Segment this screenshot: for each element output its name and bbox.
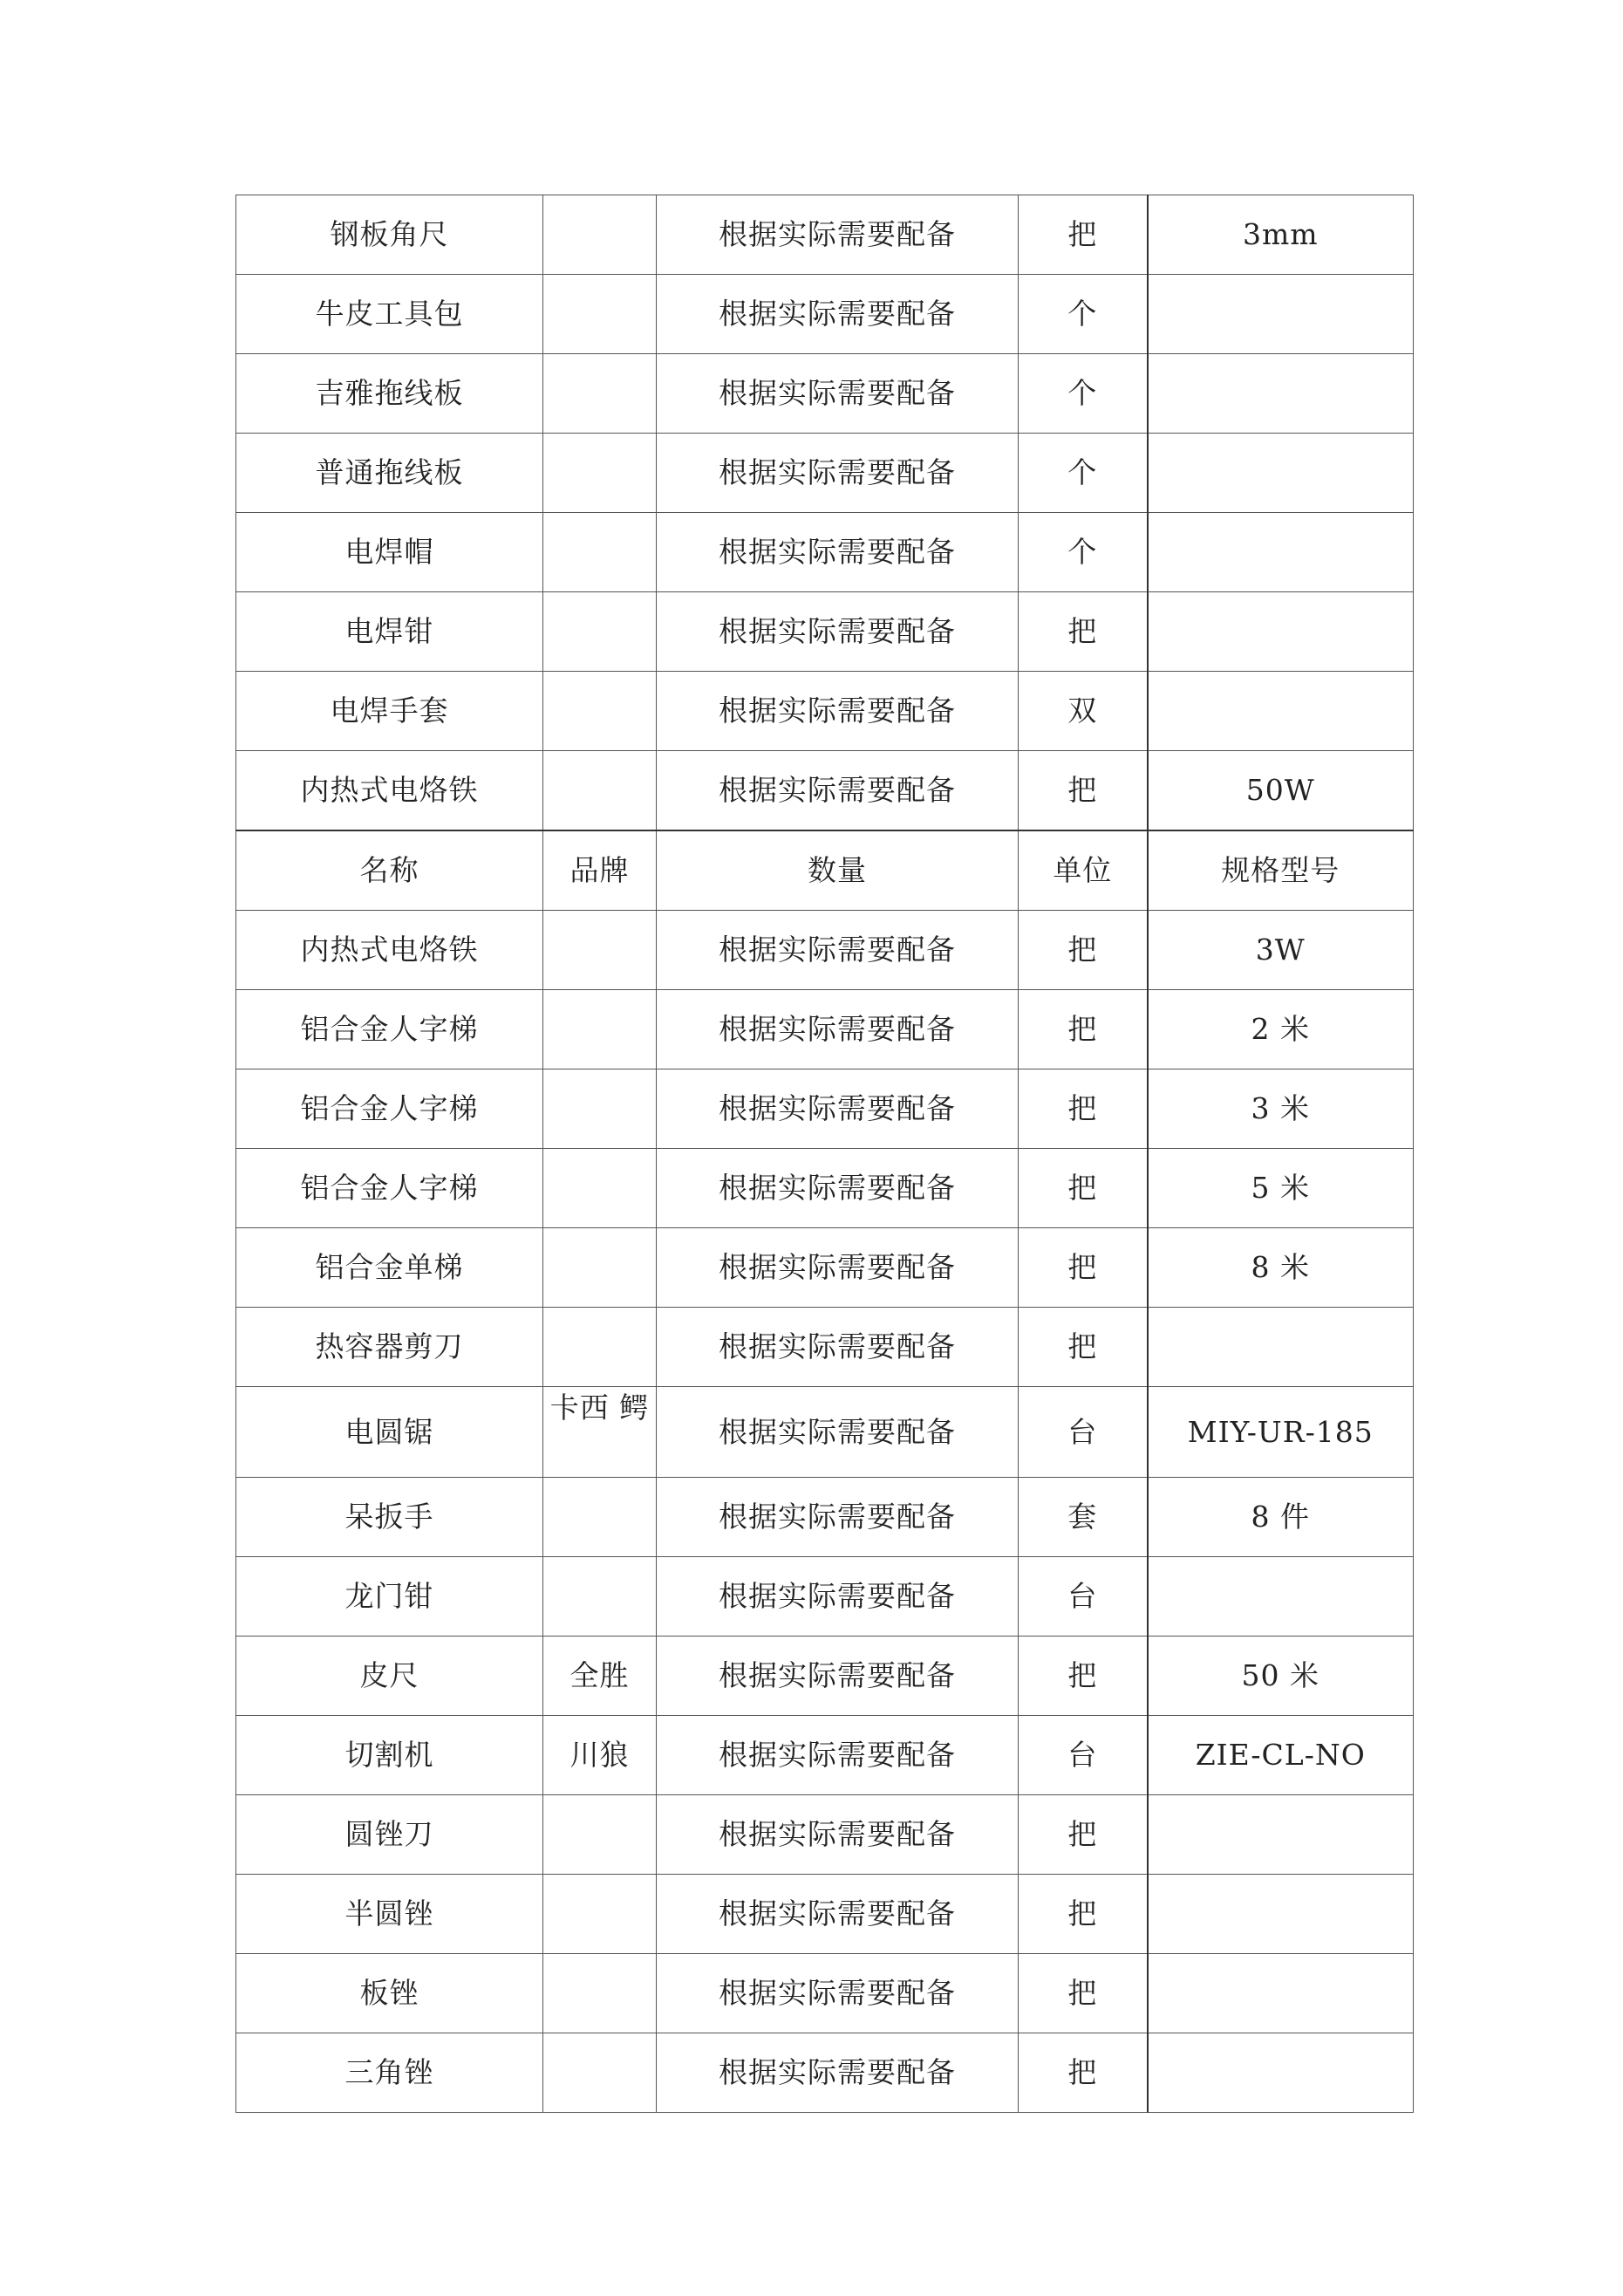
cell-brand bbox=[543, 990, 657, 1069]
cell-spec: 3mm bbox=[1148, 195, 1414, 275]
equipment-table bbox=[235, 195, 1414, 2113]
cell-unit: 把 bbox=[1019, 195, 1148, 275]
cell-quantity: 根据实际需要配备 bbox=[657, 275, 1019, 354]
cell-name: 皮尺 bbox=[236, 1637, 543, 1716]
table-row bbox=[236, 672, 1414, 751]
cell-name: 铝合金人字梯 bbox=[236, 1069, 543, 1149]
table-row bbox=[236, 592, 1414, 672]
cell-quantity: 根据实际需要配备 bbox=[657, 1716, 1019, 1795]
cell-spec bbox=[1148, 354, 1414, 434]
cell-name: 牛皮工具包 bbox=[236, 275, 543, 354]
table-row bbox=[236, 275, 1414, 354]
cell-brand bbox=[543, 2033, 657, 2113]
cell-unit: 双 bbox=[1019, 672, 1148, 751]
table-row bbox=[236, 1228, 1414, 1308]
cell-spec: 5 米 bbox=[1148, 1149, 1414, 1228]
cell-quantity: 根据实际需要配备 bbox=[657, 672, 1019, 751]
cell-name: 铝合金人字梯 bbox=[236, 990, 543, 1069]
cell-spec: ZIE-CL-NO bbox=[1148, 1716, 1414, 1795]
cell-quantity: 根据实际需要配备 bbox=[657, 1069, 1019, 1149]
cell-brand bbox=[543, 911, 657, 990]
cell-brand bbox=[543, 195, 657, 275]
cell-spec: MIY-UR-185 bbox=[1148, 1387, 1414, 1478]
cell-quantity: 根据实际需要配备 bbox=[657, 1875, 1019, 1954]
table-row bbox=[236, 1716, 1414, 1795]
cell-brand bbox=[543, 1954, 657, 2033]
cell-brand bbox=[543, 1795, 657, 1875]
cell-name: 龙门钳 bbox=[236, 1557, 543, 1637]
equipment-table-body bbox=[236, 195, 1414, 2113]
header-cell-spec: 规格型号 bbox=[1148, 830, 1414, 911]
cell-quantity: 根据实际需要配备 bbox=[657, 1387, 1019, 1478]
cell-spec: 2 米 bbox=[1148, 990, 1414, 1069]
cell-spec bbox=[1148, 434, 1414, 513]
cell-name: 电焊钳 bbox=[236, 592, 543, 672]
table-row bbox=[236, 513, 1414, 592]
cell-brand bbox=[543, 1308, 657, 1387]
cell-spec bbox=[1148, 1308, 1414, 1387]
cell-unit: 把 bbox=[1019, 1795, 1148, 1875]
table-row bbox=[236, 1637, 1414, 1716]
cell-brand bbox=[543, 672, 657, 751]
cell-quantity: 根据实际需要配备 bbox=[657, 1557, 1019, 1637]
cell-name: 呆扳手 bbox=[236, 1478, 543, 1557]
cell-spec bbox=[1148, 672, 1414, 751]
cell-name: 板锉 bbox=[236, 1954, 543, 2033]
cell-unit: 把 bbox=[1019, 2033, 1148, 2113]
cell-name: 电圆锯 bbox=[236, 1387, 543, 1478]
table-row bbox=[236, 195, 1414, 275]
table-row bbox=[236, 2033, 1414, 2113]
cell-name: 普通拖线板 bbox=[236, 434, 543, 513]
cell-brand bbox=[543, 1228, 657, 1308]
cell-unit: 把 bbox=[1019, 592, 1148, 672]
cell-unit: 把 bbox=[1019, 990, 1148, 1069]
cell-quantity: 根据实际需要配备 bbox=[657, 990, 1019, 1069]
cell-unit: 把 bbox=[1019, 1228, 1148, 1308]
cell-quantity: 根据实际需要配备 bbox=[657, 1308, 1019, 1387]
cell-spec bbox=[1148, 1954, 1414, 2033]
cell-brand: 卡西 鳄 bbox=[543, 1387, 657, 1478]
cell-unit: 把 bbox=[1019, 1875, 1148, 1954]
cell-spec bbox=[1148, 592, 1414, 672]
cell-unit: 个 bbox=[1019, 513, 1148, 592]
cell-brand bbox=[543, 434, 657, 513]
cell-name: 三角锉 bbox=[236, 2033, 543, 2113]
cell-brand bbox=[543, 592, 657, 672]
cell-brand bbox=[543, 1875, 657, 1954]
cell-spec bbox=[1148, 513, 1414, 592]
cell-quantity: 根据实际需要配备 bbox=[657, 592, 1019, 672]
table-row bbox=[236, 354, 1414, 434]
cell-quantity: 根据实际需要配备 bbox=[657, 1149, 1019, 1228]
header-cell-brand: 品牌 bbox=[543, 830, 657, 911]
cell-quantity: 根据实际需要配备 bbox=[657, 1954, 1019, 2033]
cell-quantity: 根据实际需要配备 bbox=[657, 2033, 1019, 2113]
cell-unit: 把 bbox=[1019, 1954, 1148, 2033]
cell-spec bbox=[1148, 2033, 1414, 2113]
table-row bbox=[236, 1557, 1414, 1637]
cell-spec bbox=[1148, 275, 1414, 354]
table-row bbox=[236, 1149, 1414, 1228]
cell-spec bbox=[1148, 1875, 1414, 1954]
cell-quantity: 根据实际需要配备 bbox=[657, 1795, 1019, 1875]
cell-brand bbox=[543, 513, 657, 592]
cell-spec: 8 米 bbox=[1148, 1228, 1414, 1308]
cell-name: 半圆锉 bbox=[236, 1875, 543, 1954]
cell-unit: 台 bbox=[1019, 1557, 1148, 1637]
cell-unit: 把 bbox=[1019, 751, 1148, 831]
cell-quantity: 根据实际需要配备 bbox=[657, 1637, 1019, 1716]
table-row bbox=[236, 1069, 1414, 1149]
cell-unit: 把 bbox=[1019, 1637, 1148, 1716]
table-row bbox=[236, 1875, 1414, 1954]
cell-name: 圆锉刀 bbox=[236, 1795, 543, 1875]
cell-unit: 台 bbox=[1019, 1716, 1148, 1795]
table-row bbox=[236, 990, 1414, 1069]
cell-unit: 套 bbox=[1019, 1478, 1148, 1557]
cell-name: 铝合金单梯 bbox=[236, 1228, 543, 1308]
table-row bbox=[236, 1308, 1414, 1387]
cell-unit: 把 bbox=[1019, 1149, 1148, 1228]
header-cell-name: 名称 bbox=[236, 830, 543, 911]
cell-quantity: 根据实际需要配备 bbox=[657, 911, 1019, 990]
cell-spec bbox=[1148, 1557, 1414, 1637]
cell-brand: 川狼 bbox=[543, 1716, 657, 1795]
cell-spec: 3W bbox=[1148, 911, 1414, 990]
cell-unit: 把 bbox=[1019, 911, 1148, 990]
table-row bbox=[236, 1954, 1414, 2033]
cell-name: 钢板角尺 bbox=[236, 195, 543, 275]
cell-name: 电焊手套 bbox=[236, 672, 543, 751]
cell-name: 电焊帽 bbox=[236, 513, 543, 592]
table-row bbox=[236, 1387, 1414, 1478]
cell-spec: 3 米 bbox=[1148, 1069, 1414, 1149]
cell-unit: 个 bbox=[1019, 434, 1148, 513]
cell-brand bbox=[543, 1149, 657, 1228]
cell-unit: 把 bbox=[1019, 1069, 1148, 1149]
table-row bbox=[236, 434, 1414, 513]
cell-name: 内热式电烙铁 bbox=[236, 911, 543, 990]
cell-name: 热容器剪刀 bbox=[236, 1308, 543, 1387]
cell-brand bbox=[543, 1069, 657, 1149]
cell-spec bbox=[1148, 1795, 1414, 1875]
cell-unit: 把 bbox=[1019, 1308, 1148, 1387]
cell-spec: 50 米 bbox=[1148, 1637, 1414, 1716]
cell-name: 吉雅拖线板 bbox=[236, 354, 543, 434]
table-row bbox=[236, 911, 1414, 990]
cell-quantity: 根据实际需要配备 bbox=[657, 513, 1019, 592]
cell-spec: 8 件 bbox=[1148, 1478, 1414, 1557]
table-header-row bbox=[236, 830, 1414, 911]
cell-brand bbox=[543, 751, 657, 831]
cell-name: 内热式电烙铁 bbox=[236, 751, 543, 831]
cell-brand bbox=[543, 354, 657, 434]
cell-quantity: 根据实际需要配备 bbox=[657, 751, 1019, 831]
header-cell-quantity: 数量 bbox=[657, 830, 1019, 911]
cell-quantity: 根据实际需要配备 bbox=[657, 1228, 1019, 1308]
cell-unit: 台 bbox=[1019, 1387, 1148, 1478]
cell-brand bbox=[543, 1478, 657, 1557]
table-row bbox=[236, 1478, 1414, 1557]
cell-quantity: 根据实际需要配备 bbox=[657, 354, 1019, 434]
cell-name: 铝合金人字梯 bbox=[236, 1149, 543, 1228]
table-row bbox=[236, 751, 1414, 831]
cell-quantity: 根据实际需要配备 bbox=[657, 434, 1019, 513]
cell-name: 切割机 bbox=[236, 1716, 543, 1795]
header-cell-unit: 单位 bbox=[1019, 830, 1148, 911]
cell-quantity: 根据实际需要配备 bbox=[657, 1478, 1019, 1557]
cell-quantity: 根据实际需要配备 bbox=[657, 195, 1019, 275]
cell-brand: 全胜 bbox=[543, 1637, 657, 1716]
table-row bbox=[236, 1795, 1414, 1875]
cell-brand bbox=[543, 275, 657, 354]
cell-spec: 50W bbox=[1148, 751, 1414, 831]
cell-brand bbox=[543, 1557, 657, 1637]
cell-unit: 个 bbox=[1019, 275, 1148, 354]
cell-unit: 个 bbox=[1019, 354, 1148, 434]
